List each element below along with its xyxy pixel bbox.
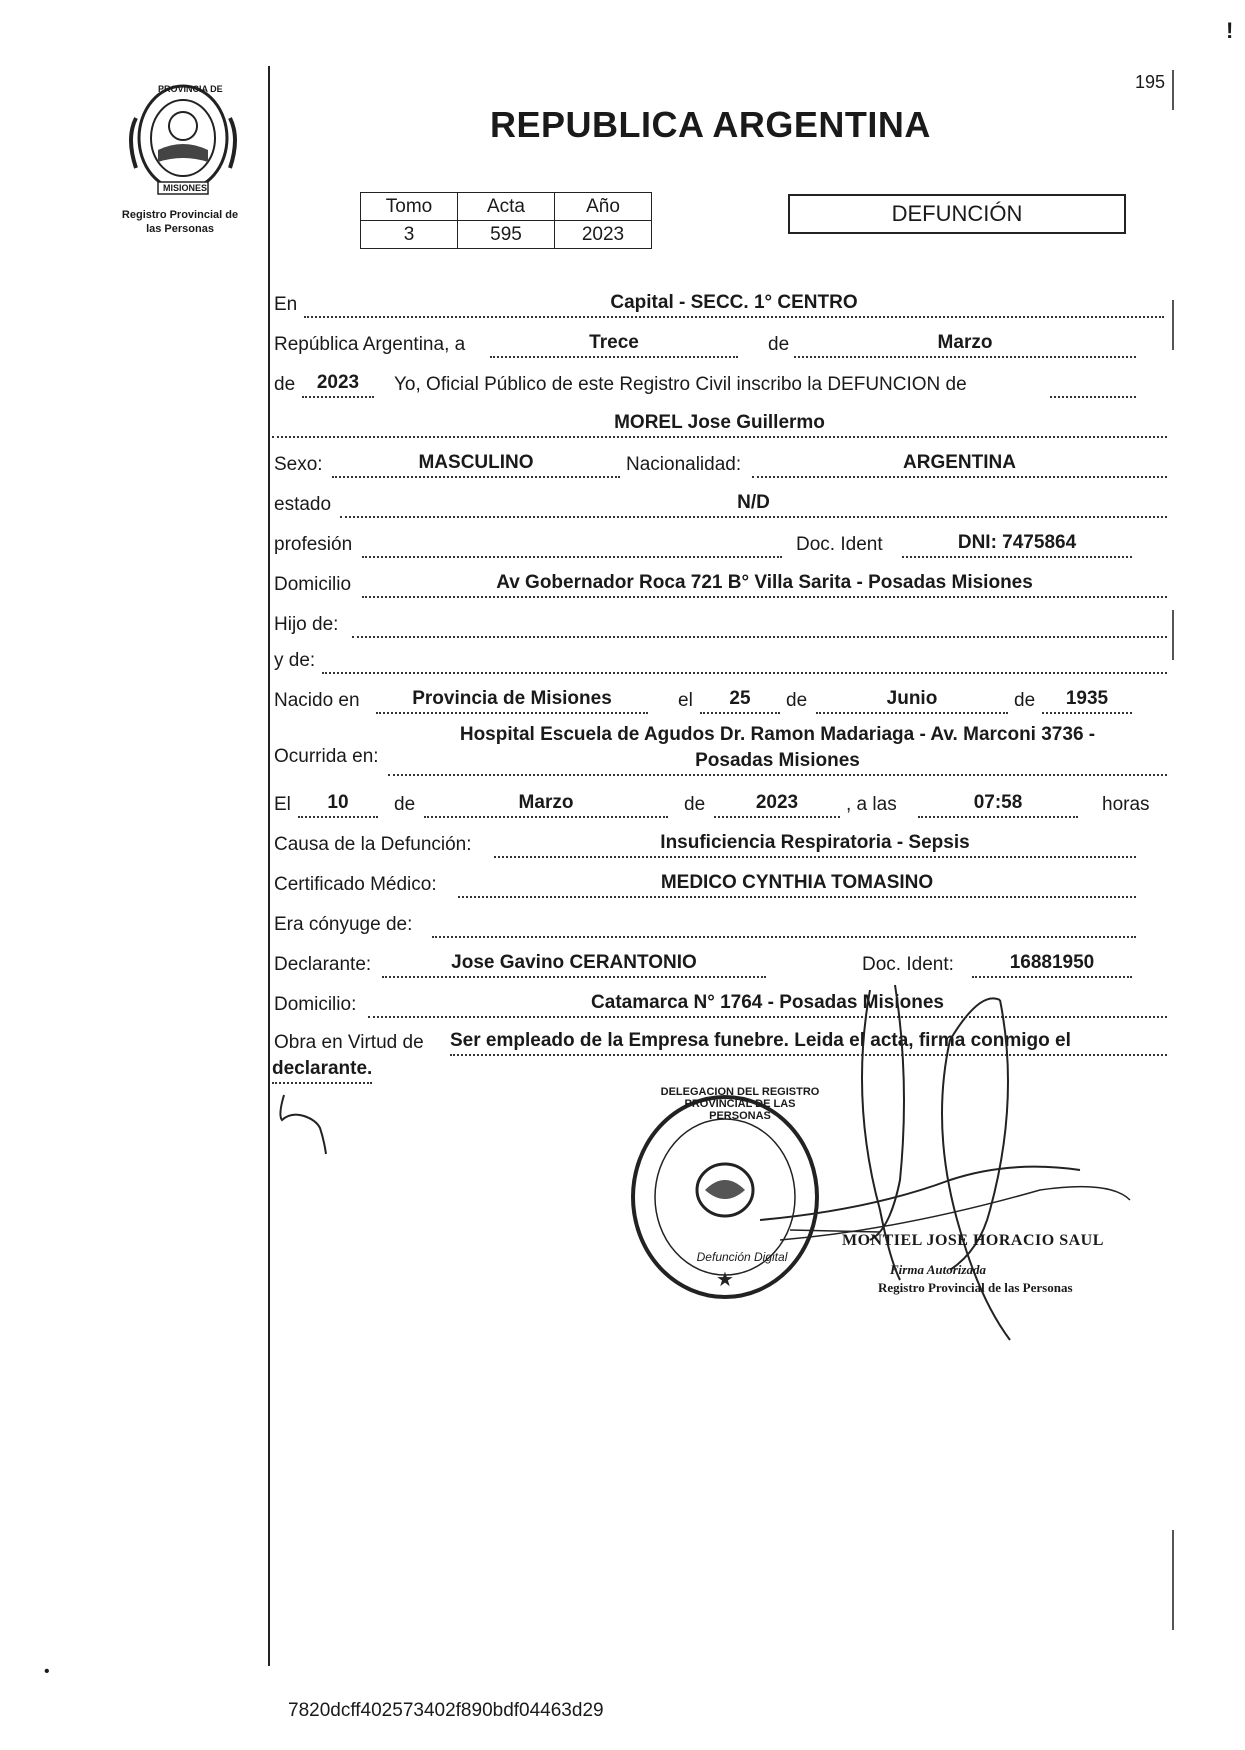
causa-label: Causa de la Defunción: [274,834,472,855]
dia-value: Trece [490,330,738,358]
obra-label: Obra en Virtud de [274,1032,424,1053]
handwritten-signature-icon [750,980,1140,1360]
domicilio-2-value: Catamarca N° 1764 - Posadas Misiones [368,990,1167,1018]
anio-header: Año [555,193,652,221]
nacionalidad-label: Nacionalidad: [626,454,742,475]
stamp-ring-text: DELEGACION DEL REGISTRO PROVINCIAL DE LAS PERSONAS [660,1086,820,1122]
de-label-3: de [786,690,808,711]
row-y-de [272,646,1167,682]
registro-line-1: Registro Provincial de [121,209,239,221]
row-fecha-defuncion [272,790,1167,826]
anio-value: 2023 [555,221,652,249]
nacido-label: Nacido en [274,690,360,711]
ocurrida-line-1: Hospital Escuela de Agudos Dr. Ramon Madariaga - Av. Marconi 3736 - [459,724,1096,745]
record-type-box: DEFUNCIÓN [788,194,1126,234]
domicilio-label: Domicilio [274,574,352,595]
row-conyuge [272,910,1167,946]
row-nacimiento [272,686,1167,722]
corner-mark: ! [1226,18,1234,43]
doc-ident-2-label: Doc. Ident: [862,954,954,975]
profesion-value [362,530,782,558]
el-label: el [678,690,693,711]
en-value: Capital - SECC. 1° CENTRO [304,290,1164,318]
row-inscribo [272,370,1167,406]
document-title: REPUBLICA ARGENTINA [490,104,931,145]
estado-label: estado [274,494,332,515]
doc-ident-2-value: 16881950 [972,950,1132,978]
fallecido-nombre-value: MOREL Jose Guillermo [272,410,1167,438]
inscribo-blank [1050,370,1136,398]
defuncion-mes-value: Marzo [424,790,668,818]
doc-ident-label: Doc. Ident [796,534,883,555]
en-label: En [274,294,298,315]
svg-text:★: ★ [716,1269,734,1291]
row-causa [272,830,1167,866]
ocurrida-label: Ocurrida en: [274,746,379,767]
ocurrida-line-2: Posadas Misiones [388,748,1167,776]
sexo-label: Sexo: [274,454,323,475]
obra-value: Ser empleado de la Empresa funebre. Leida el acta, firma conmigo el [450,1028,1167,1056]
right-margin-mark [1172,70,1174,110]
row-fecha-inscripcion [272,330,1167,366]
horas-label: horas [1102,794,1150,815]
profesion-label: profesión [274,534,353,555]
y-de-value [322,646,1167,674]
causa-value: Insuficiencia Respiratoria - Sepsis [494,830,1136,858]
y-de-label: y de: [274,650,316,671]
stamp-inner-text: Defunción Digital [696,1250,788,1264]
right-margin-mark [1172,610,1174,660]
row-estado [272,490,1167,526]
conyuge-label: Era cónyuge de: [274,914,413,935]
nacimiento-mes-value: Junio [816,686,1008,714]
defuncion-anio-value: 2023 [714,790,840,818]
seal-text-top: PROVINCIA DE [158,84,223,94]
defuncion-dia-value: 10 [298,790,378,818]
row-hijo [272,610,1167,646]
sexo-value: MASCULINO [332,450,620,478]
republica-label: República Argentina, a [274,334,466,355]
inscribo-text: Yo, Oficial Público de este Registro Civil inscribo la DEFUNCION de [394,374,967,395]
signer-role: Firma Autorizada [890,1262,986,1277]
registro-caption [95,208,265,236]
domicilio-value: Av Gobernador Roca 721 B° Villa Sarita - Posadas Misiones [362,570,1167,598]
acta-value: 595 [458,221,555,249]
nacimiento-anio-value: 1935 [1042,686,1132,714]
hora-value: 07:58 [918,790,1078,818]
row-certificado [272,870,1167,906]
tomo-header: Tomo [361,193,458,221]
provincial-seal-icon [118,78,248,198]
row-domicilio [272,570,1167,606]
seal-text-bottom: MISIONES [163,183,208,193]
page-number: 195 [1135,72,1166,92]
hijo-value [352,610,1167,638]
document-hash: 7820dcff402573402f890bdf04463d29 [288,1700,604,1721]
obra-value-cont: declarante. [272,1056,372,1084]
margin-dot: • [44,1663,50,1680]
registro-line-2: las Personas [146,223,214,235]
de-label-5: de [394,794,416,815]
declarante-label: Declarante: [274,954,372,975]
row-ocurrida [272,724,1167,794]
right-margin-mark [1172,300,1174,350]
certificado-value: MEDICO CYNTHIA TOMASINO [458,870,1136,898]
row-profesion [272,530,1167,566]
nacido-value: Provincia de Misiones [376,686,648,714]
de-label-2: de [274,374,296,395]
domicilio-2-label: Domicilio: [274,994,357,1015]
hijo-label: Hijo de: [274,614,339,635]
mes-value: Marzo [794,330,1136,358]
certificado-label: Certificado Médico: [274,874,437,895]
a-las-label: , a las [846,794,897,815]
row-en [272,290,1167,326]
anio-inscripcion-value: 2023 [302,370,374,398]
de-label-4: de [1014,690,1036,711]
de-label: de [768,334,790,355]
acta-reference-table [360,192,652,249]
signer-name: MONTIEL JOSE HORACIO SAUL [842,1232,1104,1249]
declarante-value: Jose Gavino CERANTONIO [382,950,766,978]
acta-header: Acta [458,193,555,221]
row-sexo [272,450,1167,486]
row-nombre [272,410,1167,446]
doc-ident-value: DNI: 7475864 [902,530,1132,558]
right-margin-mark [1172,1530,1174,1630]
handwritten-initial-icon [276,1090,366,1160]
conyuge-value [432,910,1136,938]
signer-organization: Registro Provincial de las Personas [878,1280,1073,1295]
el2-label: El [274,794,291,815]
tomo-value: 3 [361,221,458,249]
estado-value: N/D [340,490,1167,518]
de-label-6: de [684,794,706,815]
nacionalidad-value: ARGENTINA [752,450,1167,478]
nacimiento-dia-value: 25 [700,686,780,714]
left-margin-line [268,66,270,1666]
